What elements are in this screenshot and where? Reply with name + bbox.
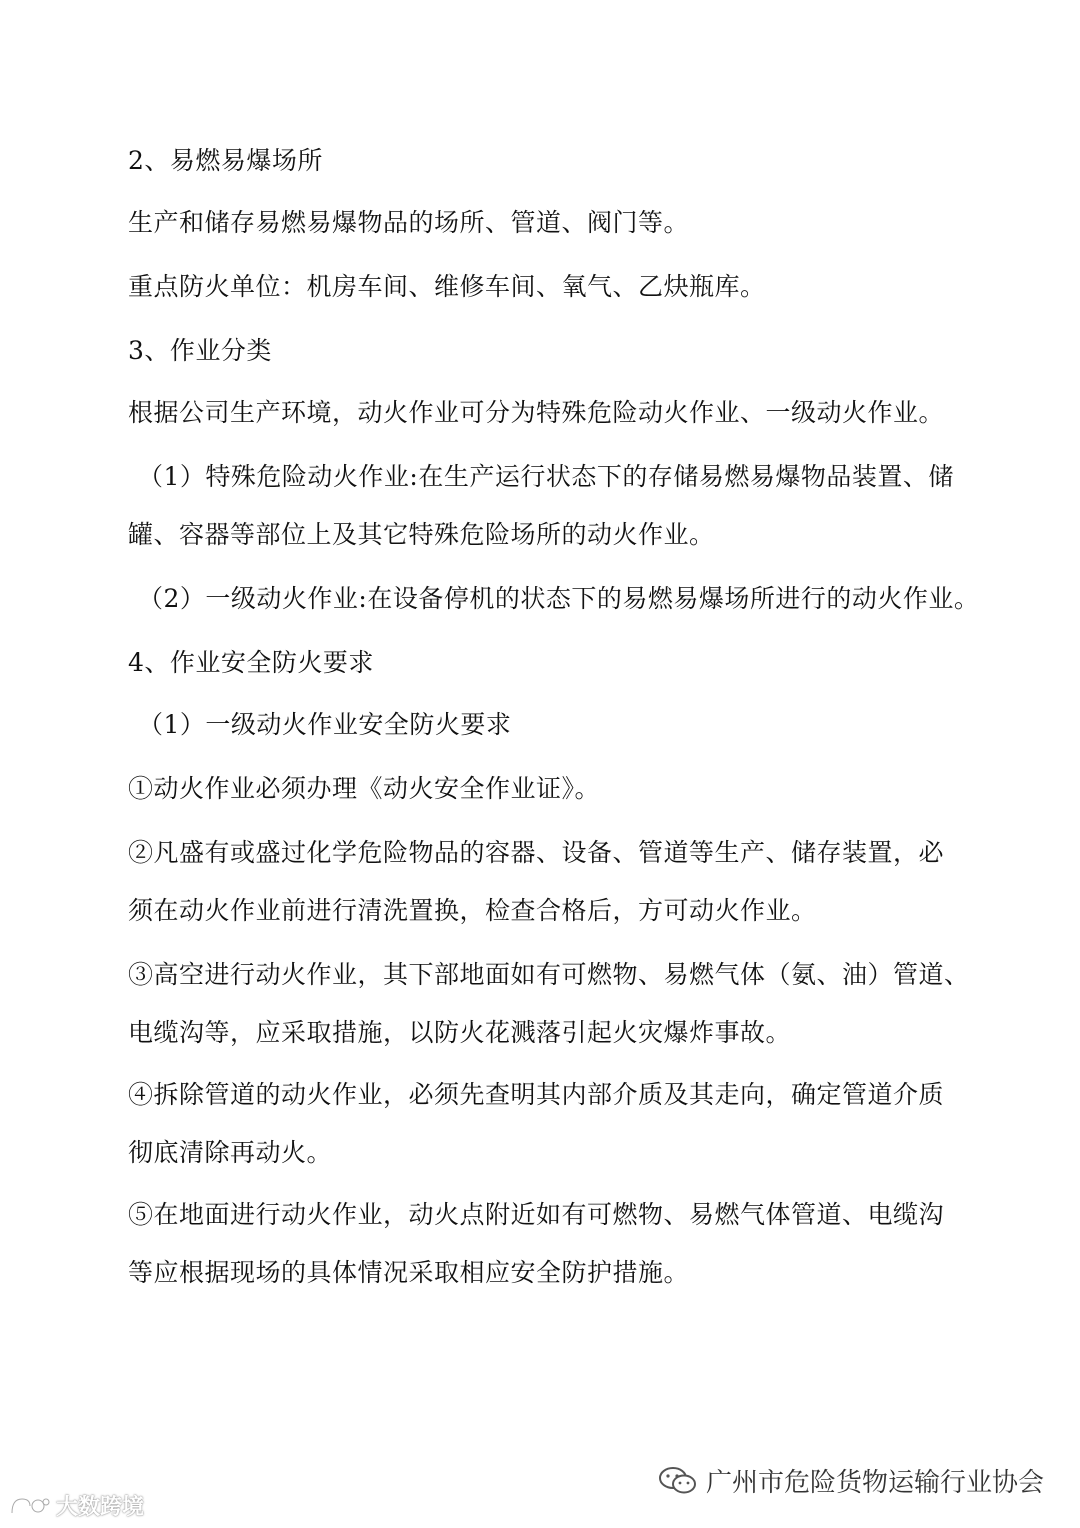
paragraph-line: 罐、容器等部位上及其它特殊危险场所的动火作业。 bbox=[128, 520, 715, 549]
paragraph-line: 重点防火单位：机房车间、维修车间、氧气、乙炔瓶库。 bbox=[128, 272, 766, 301]
wechat-watermark bbox=[658, 1462, 1044, 1499]
paragraph-line: 彻底清除再动火。 bbox=[128, 1138, 333, 1167]
wechat-account-name: 广州市危险货物运输行业协会 bbox=[705, 1468, 1044, 1498]
paragraph-line: ④拆除管道的动火作业，必须先查明其内部介质及其走向，确定管道介质 bbox=[128, 1080, 945, 1109]
paragraph-line: ⑤在地面进行动火作业，动火点附近如有可燃物、易燃气体管道、电缆沟 bbox=[128, 1200, 945, 1229]
paragraph-line: （1）特殊危险动火作业:在生产运行状态下的存储易燃易爆物品装置、储 bbox=[138, 462, 954, 491]
wechat-icon bbox=[658, 1465, 698, 1497]
paragraph-line: ③高空进行动火作业，其下部地面如有可燃物、易燃气体（氨、油）管道、 bbox=[128, 960, 970, 989]
section-heading-3: 3、作业分类 bbox=[128, 336, 272, 365]
logo-text: 大数跨境 bbox=[56, 1495, 145, 1520]
section-heading-2: 2、易燃易爆场所 bbox=[128, 146, 323, 175]
paragraph-line: （2）一级动火作业:在设备停机的状态下的易燃易爆场所进行的动火作业。 bbox=[138, 584, 980, 613]
paragraph-line: 须在动火作业前进行清洗置换，检查合格后，方可动火作业。 bbox=[128, 896, 817, 925]
paragraph-line: 生产和储存易燃易爆物品的场所、管道、阀门等。 bbox=[128, 208, 690, 237]
logo-icon bbox=[8, 1493, 52, 1519]
left-watermark bbox=[8, 1490, 144, 1521]
paragraph-line: 等应根据现场的具体情况采取相应安全防护措施。 bbox=[128, 1258, 690, 1287]
paragraph-line: ①动火作业必须办理《动火安全作业证》。 bbox=[128, 774, 601, 803]
paragraph-line: 根据公司生产环境，动火作业可分为特殊危险动火作业、一级动火作业。 bbox=[128, 398, 945, 427]
section-heading-4: 4、作业安全防火要求 bbox=[128, 648, 374, 677]
subsection-heading: （1）一级动火作业安全防火要求 bbox=[138, 710, 512, 739]
paragraph-line: 电缆沟等，应采取措施，以防火花溅落引起火灾爆炸事故。 bbox=[128, 1018, 792, 1047]
paragraph-line: ②凡盛有或盛过化学危险物品的容器、设备、管道等生产、储存装置，必 bbox=[128, 838, 945, 867]
